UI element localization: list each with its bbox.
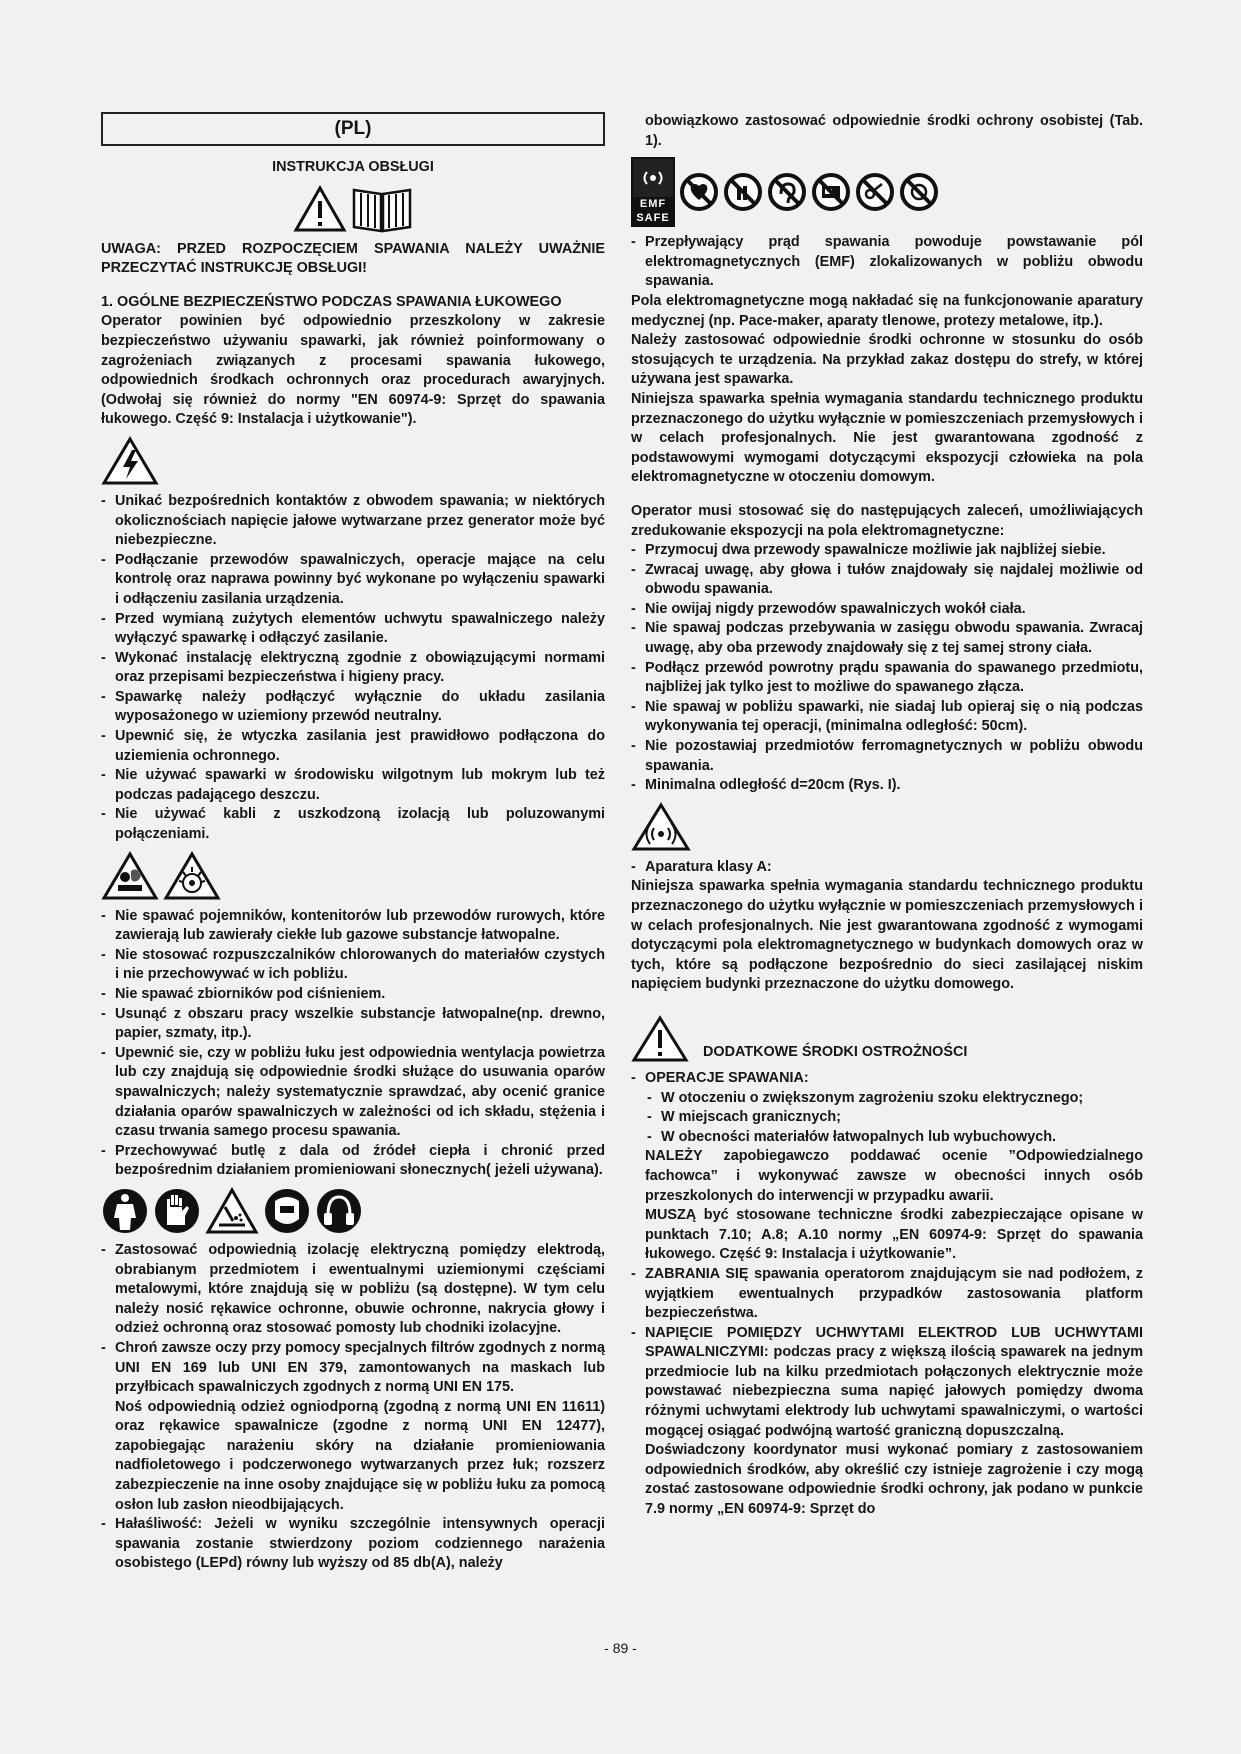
warning-heading: UWAGA: PRZED ROZPOCZĘCIEM SPAWANIA NALEŻY UWAŻNIE PRZECZYTAĆ INSTRUKCJĘ OBSŁUGI! xyxy=(101,240,605,277)
list-item: - Upewnić sie, czy w pobliżu łuku jest odpowiednia wentylacja powietrza lub czy znajdują się odpowiednie środki służące do usuwania oparów spawalniczych; należy systematycznie sprawdzać, aby ocenić granice działania oparów spawalniczych w zależności od ich składu, stężenia i czasu trwania samego procesu spawania. xyxy=(101,1044,605,1142)
list-item: - Nie spawać zbiorników pod ciśnieniem. xyxy=(101,985,605,1005)
list-item: - Nie pozostawiaj przedmiotów ferromagnetycznych w pobliżu obwodu spawania. xyxy=(631,737,1143,776)
emf-wave-icon xyxy=(641,166,665,190)
emf-list xyxy=(631,233,1143,292)
list-item: - Nie używać kabli z uszkodzoną izolacją lub poluzowanymi połączeniami. xyxy=(101,805,605,844)
open-manual-icon xyxy=(351,184,413,234)
list-item: - Upewnić się, że wtyczka zasilania jest prawidłowo podłączona do uziemienia ochronnego. xyxy=(101,727,605,766)
noise-list xyxy=(101,1515,605,1574)
list-item: - Przed wymianą zużytych elementów uchwytu spawalniczego należy wyłączyć spawarkę i odłączyć zasilanie. xyxy=(101,610,605,649)
section1-title: 1. OGÓLNE BEZPIECZEŃSTWO PODCZAS SPAWANIA ŁUKOWEGO xyxy=(101,293,562,310)
list-item: - Przechowywać butlę z dala od źródeł ciepła i chronić przed bezpośrednim działaniem promieniowani słonecznych( jeżeli używana). xyxy=(101,1142,605,1181)
list-item: - NAPIĘCIE POMIĘDZY UCHWYTAMI ELEKTROD LUB UCHWYTAMI SPAWALNICZYMI: podczas pracy z większą ilością spawarek na jednym przedmiocie lub na kilku przedmiotach połączonych elektrycznie może powstawać niebezpieczna suma napięć jałowych pomiędzy dwoma różnymi uchwytami elektrody lub uchwytami spawalniczymi, o wartości mogącej osiągać podwójną wartość graniczną dopuszczalną. xyxy=(631,1324,1143,1442)
fire-hazard-row xyxy=(101,851,605,901)
list-item: - Wykonać instalację elektryczną zgodnie z obowiązującymi normami oraz przepisami bezpieczeństwa i higieny pracy. xyxy=(101,649,605,688)
electric-hazard-row xyxy=(101,436,605,486)
noise-continuation: obowiązkowo zastosować odpowiednie środki ochrony osobistej (Tab. 1). xyxy=(645,113,1143,149)
no-electronic-device-icon xyxy=(811,172,851,212)
list-item: - Minimalna odległość d=20cm (Rys. I). xyxy=(631,776,1143,796)
no-metal-objects-icon xyxy=(855,172,895,212)
class-a-list xyxy=(631,858,1143,878)
list-item: - OPERACJE SPAWANIA: xyxy=(631,1069,1143,1089)
no-pacemaker-icon xyxy=(679,172,719,212)
list-item: - Usunąć z obszaru pracy wszelkie substancje łatwopalne(np. drewno, papier, szmaty, itp.). xyxy=(101,1005,605,1044)
list-item: - Przymocuj dwa przewody spawalnicze możliwie jak najbliżej siebie. xyxy=(631,541,1143,561)
warning-triangle-icon xyxy=(293,185,347,233)
language-label: (PL) xyxy=(101,112,605,146)
list-item: - Podłączanie przewodów spawalniczych, operacje mające na celu kontrolę oraz naprawa powinny być wykonane po wyłączeniu spawarki i odłączeniu zasilania urządzenia. xyxy=(101,551,605,610)
emf-label: EMF xyxy=(633,197,673,211)
electric-hazard-icon xyxy=(101,436,159,486)
voltage-paragraph: Doświadczony koordynator musi wykonać pomiary z zastosowaniem odpowiednich środków, aby określić czy istnieje zagrożenie i czy mogą zostać zastosowane odpowiednie środki ochrony, jak podano w punkcie 7.9 normy „EN 60974-9: Sprzęt do xyxy=(645,1442,1143,1518)
section1-intro: Operator powinien być odpowiednio przeszkolony w zakresie bezpieczeństwo używaniu spawarki, jak również poinformowany o zagrożeniach związanych z procesami spawania łukowego, odpowiednich środkach ochronnych oraz procedurach awaryjnych. (Odwołaj się również do normy "EN 60974-9: Sprzęt do spawania łukowego. Część 9: Instalacja i użytkowanie"). xyxy=(101,313,605,428)
list-item: - Nie stosować rozpuszczalników chlorowanych do materiałów czystych i nie przechowywać w ich pobliżu. xyxy=(101,946,605,985)
list-item: - Nie spawaj w pobliżu spawarki, nie siadaj lub opieraj się o nią podczas wykonywania tej operacji, (minimalna odległość: 50cm). xyxy=(631,698,1143,737)
fire-hazard-list xyxy=(101,907,605,1181)
list-item: - Chroń zawsze oczy przy pomocy specjalnych filtrów zgodnych z normą UNI EN 169 lub UNI EN 379, zamontowanych na maskach lub przyłbicach spawalniczych zgodnych z normą UNI EN 175. xyxy=(101,1339,605,1398)
electric-hazard-list xyxy=(101,492,605,845)
list-item: - Zwracaj uwagę, aby głowa i tułów znajdowały się najdalej możliwie od obwodu spawania. xyxy=(631,561,1143,600)
list-item: - ZABRANIA SIĘ spawania operatorom znajdującym sie nad podłożem, z wyjątkiem ewentualnych przypadków zastosowania platform bezpieczeństwa. xyxy=(631,1265,1143,1324)
list-item: - W obecności materiałów łatwopalnych lub wybuchowych. xyxy=(647,1128,1143,1148)
ppe-paragraph: Noś odpowiednią odzież ogniodporną (zgodną z normą UNI EN 11611) oraz rękawice spawalnicze (zgodne z normą UNI EN 12477), zapobiegając narażeniu skóry na działanie promieniowania nadfioletowego i podczerwonego wytwarzanych przez łuk; rozszerz zabezpieczenie na inne osoby znajdujące się w pobliżu łuku za pomocą osłon lub zasłon nieodbijających. xyxy=(115,1398,605,1513)
manual-icons xyxy=(101,184,605,234)
manual-title: INSTRUKCJA OBSŁUGI xyxy=(272,159,434,175)
operator-paragraph: Operator musi stosować się do następujących zaleceń, umożliwiających zredukowanie ekspozycji na pola elektromagnetyczne: xyxy=(631,502,1143,539)
page-number: - 89 - xyxy=(604,1640,637,1656)
emf-safe-badge xyxy=(631,157,675,227)
safe-label: SAFE xyxy=(633,211,673,225)
list-item: - Nie owijaj nigdy przewodów spawalniczych wokół ciała. xyxy=(631,600,1143,620)
right-column xyxy=(631,112,1143,1520)
emf-paragraph-2: Należy zastosować odpowiednie środki ochronne w stosunku do osób stosujących te urządzenia. Na przykład zakaz dostępu do strefy, w której używana jest spawarka. xyxy=(631,332,1143,388)
ppe-list xyxy=(101,1241,605,1398)
list-item: - Zastosować odpowiednią izolację elektryczną pomiędzy elektrodą, obrabianym przedmiotem i ewentualnymi uziemionymi częściami metalowymi, które znajdują się w pobliżu (są dostępne). W tym celu należy nosić rękawice ochronne, obuwie ochronne, nakrycia głowy i odzież ochronną oraz stosować pomosty lub chodniki izolacyjne. xyxy=(101,1241,605,1339)
ppe-icons-row xyxy=(101,1187,605,1235)
emf-icons-row xyxy=(631,157,1143,227)
list-item: - Podłącz przewód powrotny prądu spawania do spawanego przedmiotu, najbliżej jak tylko jest to możliwe do spawanego złącza. xyxy=(631,659,1143,698)
ear-protection-icon xyxy=(315,1187,363,1235)
ops-list xyxy=(631,1089,1143,1148)
protective-gloves-icon xyxy=(153,1187,201,1235)
list-item: - Nie używać spawarki w środowisku wilgotnym lub mokrym lub też podczas padającego deszczu. xyxy=(101,766,605,805)
welding-arc-hazard-icon xyxy=(205,1187,259,1235)
ops-title-list xyxy=(631,1069,1143,1089)
welding-mask-icon xyxy=(263,1187,311,1235)
no-hearing-aid-icon xyxy=(767,172,807,212)
list-item: - W miejscach granicznych; xyxy=(647,1108,1143,1128)
operator-list xyxy=(631,541,1143,796)
extra-precautions-title: DODATKOWE ŚRODKI OSTROŻNOŚCI xyxy=(703,1044,968,1061)
forbidden-list xyxy=(631,1265,1143,1441)
radiation-warning-icon xyxy=(631,802,691,852)
emf-paragraph-1: Pola elektromagnetyczne mogą nakładać się na funkcjonowanie aparatury medycznej (np. Pace-maker, aparaty tlenowe, protezy metalowe, itp.). xyxy=(631,292,1143,329)
no-metal-implant-icon xyxy=(723,172,763,212)
protective-clothing-icon xyxy=(101,1187,149,1235)
list-item: - W otoczeniu o zwiększonym zagrożeniu szoku elektrycznego; xyxy=(647,1089,1143,1109)
explosion-hazard-icon xyxy=(163,851,221,901)
list-item: - Spawarkę należy podłączyć wyłącznie do układu zasilania wyposażonego w uziemiony przewód neutralny. xyxy=(101,688,605,727)
radiation-row xyxy=(631,802,1143,852)
ops-paragraph-2: MUSZĄ być stosowane techniczne środki zabezpieczające opisane w punktach 7.10; A.8; A.10 normy „EN 60974-9: Sprzęt do spawania łukowego. Część 9: Instalacja i użytkowanie”. xyxy=(645,1207,1143,1263)
list-item: - Nie spawać pojemników, kontenitorów lub przewodów rurowych, które zawierają lub zawierały ciekłe lub gazowe substancje łatwopalne. xyxy=(101,907,605,946)
list-item: - Nie spawaj podczas przebywania w zasięgu obwodu spawania. Zwracaj uwagę, aby oba przewody znajdowały się z tej samej strony ciała. xyxy=(631,619,1143,658)
emf-paragraph-3: Niniejsza spawarka spełnia wymagania standardu technicznego produktu przeznaczonego do użytku wyłącznie w pomieszczeniach przemysłowych i w celach profesjonalnych. Nie jest gwarantowana zgodność z podstawowymi wymogami dotyczącymi ekspozycji człowieka na pola elektromagnetyczne w otoczeniu domowym. xyxy=(631,390,1143,486)
list-item: - Przepływający prąd spawania powoduje powstawanie pól elektromagnetycznych (EMF) zlokalizowanych w pobliżu obwodu spawania. xyxy=(631,233,1143,292)
list-item: - Aparatura klasy A: xyxy=(631,858,1143,878)
warning-triangle-icon xyxy=(631,1015,689,1063)
extra-precautions-header xyxy=(631,1015,1143,1063)
ops-paragraph-1: NALEŻY zapobiegawczo poddawać ocenie ”Odpowiedzialnego fachowca” i wykonywać zawsze w obecności innych osób przeszkolonych do interwencji w przypadku awarii. xyxy=(645,1148,1143,1204)
toxic-fumes-icon xyxy=(101,851,159,901)
left-column xyxy=(101,108,605,1574)
list-item: - Hałaśliwość: Jeżeli w wyniku szczególnie intensywnych operacji spawania zostanie stwierdzony poziom codziennego narażenia osobistego (LEPd) równy lub wyższy od 85 db(A), należy xyxy=(101,1515,605,1574)
class-a-paragraph: Niniejsza spawarka spełnia wymagania standardu technicznego produktu przeznaczonego do użytku wyłącznie w pomieszczeniach przemysłowych i w celach profesjonalnych. Nie jest gwarantowana zgodność z wymogami dotyczącymi pola elektromagnetycznego w budynkach domowych oraz w tych, które są podłączone bezpośrednio do sieci zasilającej niskim napięciem budynki przeznaczone do użytku domowego. xyxy=(631,878,1143,993)
no-watch-card-icon xyxy=(899,172,939,212)
list-item: - Unikać bezpośrednich kontaktów z obwodem spawania; w niektórych okolicznościach napięcie jałowe wytwarzane przez generator może być niebezpieczne. xyxy=(101,492,605,551)
